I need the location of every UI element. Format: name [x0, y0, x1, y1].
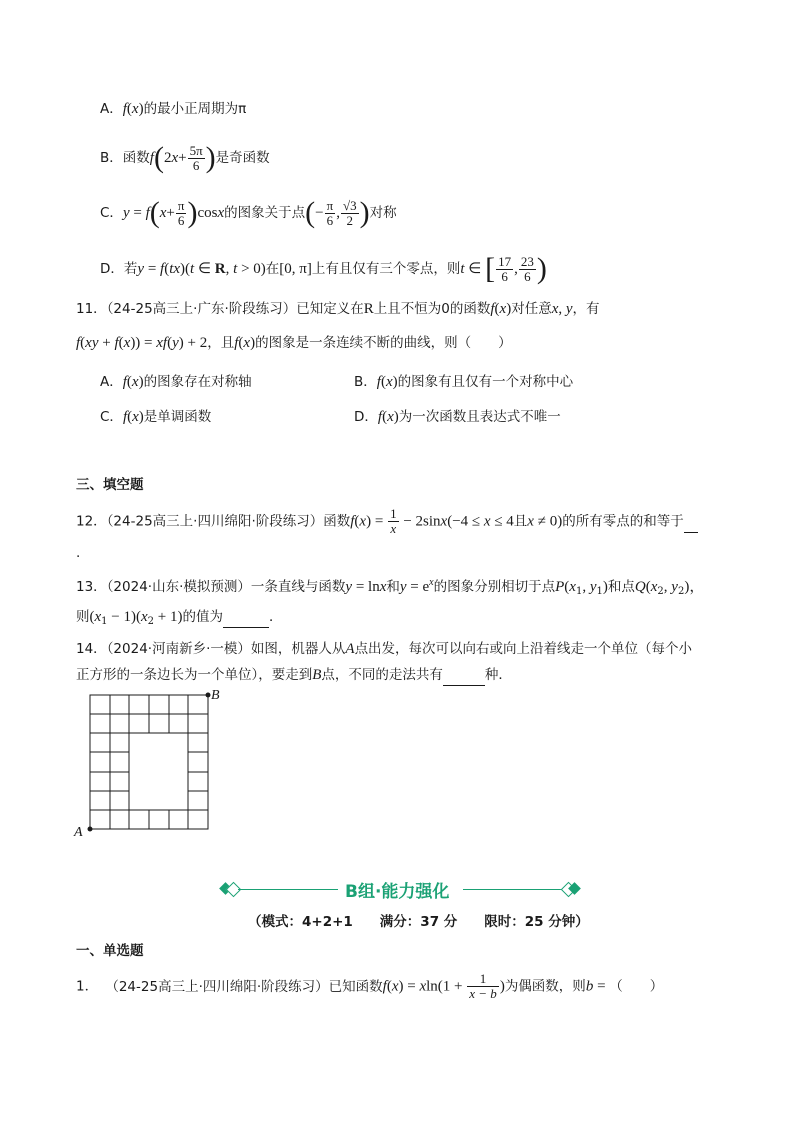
banner-title: B组·能力强化: [345, 882, 450, 902]
q11-option-c: C．f(x)是单调函数: [100, 409, 212, 425]
label-a: A: [74, 825, 83, 840]
answer-blank[interactable]: [443, 665, 485, 686]
banner-line-left: [238, 889, 338, 890]
q12-line1: 12．（24-25高三上·四川绵阳·阶段练习）函数f(x) = $\frac{1}{x}$ − 2sinx(−4 ≤ x ≤ 4且x ≠ 0)的所有零点的和等于: [76, 507, 698, 536]
q11-line1: 11．（24-25高三上·广东·阶段练习）已知定义在R上且不恒为0的函数f(x)对任意x, y，有: [76, 301, 600, 317]
banner-line-right: [463, 889, 563, 890]
q10-option-d: D．若y = f(tx)(t ∈ R, t > 0)在[0, π]上有且仅有三个零点，则t ∈ [ $\frac{17}{6}$ , $\frac{23}{6}$ ): [100, 252, 547, 285]
q10-option-c: C．y = f(x+ $\frac{\pi}{6}$ )cosx的图象关于点(− $\frac{\pi}{6}$ , $\frac{√3}{2}$ )对称: [100, 196, 397, 229]
q13-line2: 则$(x_1 - 1)(x_2 + 1)$的值为 ．: [76, 609, 283, 627]
section-title-fill-in: 三、填空题: [76, 477, 144, 493]
q11-line2: f(xy + f(x)) = xf(y) + 2，且f(x)的图象是一条连续不断的曲线，则（ ）: [76, 335, 512, 351]
label-b: B: [211, 688, 220, 703]
q11-option-a: A．f(x)的图象存在对称轴: [100, 374, 252, 390]
q10-option-b: B．函数f(2x+ $\frac{5\pi}{6}$ )是奇函数: [100, 141, 270, 174]
q11-option-d: D．f(x)为一次函数且表达式不唯一: [354, 409, 561, 425]
q10-option-a: A．f(x)的最小正周期为π: [100, 101, 247, 117]
answer-blank[interactable]: [684, 512, 698, 533]
grid-figure: [70, 686, 230, 842]
q1-line1: 1． （24-25高三上·四川绵阳·阶段练习）已知函数f(x) = xln(1 + $\frac{1}{x - b}$ )为偶函数，则b = （ ）: [76, 971, 664, 1001]
q14-line2: 正方形的一条边长为一个单位），要走到B点，不同的走法共有 种．: [76, 665, 512, 686]
grid-lines: [90, 695, 208, 829]
point-a: [88, 827, 93, 832]
mode-info: （模式：4+2+1 满分：37 分 限时：25 分钟）: [248, 914, 589, 930]
q12-period: .: [76, 545, 81, 561]
point-b: [206, 693, 211, 698]
q11-option-b: B．f(x)的图象有且仅有一个对称中心: [354, 374, 574, 390]
q14-line1: 14．（2024·河南新乡·一模）如图，机器人从A点出发，每次可以向右或向上沿着线走一个单位（每个小: [76, 641, 693, 657]
answer-blank[interactable]: [223, 607, 269, 628]
section-title-single-choice: 一、单选题: [76, 943, 144, 959]
q13-line1: 13．（2024·山东·模拟预测）一条直线与函数y = lnx和$y = e^x$的图象分别相切于点$P(x_1$, $y_1$)和点$Q(x_2$, $y_2$)，: [76, 577, 705, 597]
